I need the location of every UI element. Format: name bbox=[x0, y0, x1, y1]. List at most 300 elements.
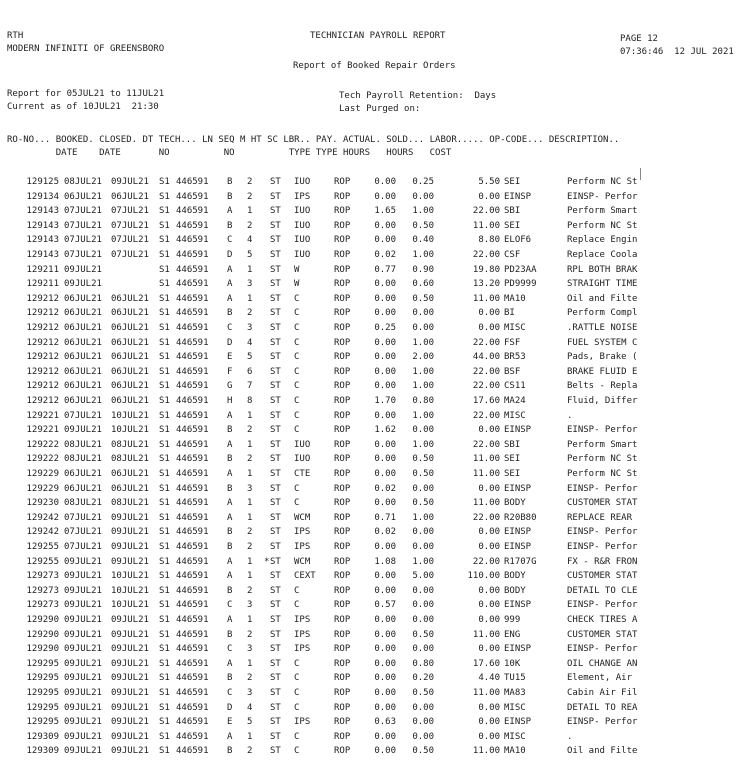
cell-labor-cost: 0.00 bbox=[478, 717, 500, 728]
cell-labor-type: C bbox=[294, 337, 300, 348]
cell-labor-type: C bbox=[294, 746, 300, 757]
table-row bbox=[0, 586, 745, 601]
cell-ro-number: 129229 bbox=[26, 469, 59, 479]
cell-dt-code: S1 bbox=[159, 746, 170, 757]
cell-seq-number: 2 bbox=[247, 308, 253, 319]
cell-closed-date: 07JUL21 bbox=[111, 250, 149, 260]
cell-ht-code: ST bbox=[270, 206, 281, 217]
cell-labor-cost: 8.80 bbox=[478, 235, 500, 246]
cell-labor-type: IPS bbox=[294, 615, 311, 625]
cell-seq-number: 1 bbox=[247, 615, 253, 625]
cell-closed-date: 06JUL21 bbox=[111, 396, 149, 406]
table-row bbox=[0, 703, 745, 718]
cell-seq-number: 1 bbox=[247, 293, 253, 304]
cell-pay-type: ROP bbox=[334, 439, 351, 450]
cell-actual-hours: 0.00 bbox=[374, 308, 396, 319]
cell-labor-type: C bbox=[294, 688, 300, 698]
cell-booked-date: 06JUL21 bbox=[64, 323, 102, 333]
cell-closed-date: 09JUL21 bbox=[111, 702, 149, 713]
cell-booked-date: 09JUL21 bbox=[64, 746, 102, 757]
cell-dt-code: S1 bbox=[159, 571, 170, 582]
cell-pay-type: ROP bbox=[334, 469, 351, 479]
cell-labor-cost: 11.00 bbox=[472, 454, 500, 465]
cell-ro-number: 129295 bbox=[26, 673, 59, 684]
table-row bbox=[0, 673, 745, 688]
cell-ro-number: 129290 bbox=[26, 615, 59, 625]
cell-labor-type: IPS bbox=[294, 644, 311, 655]
cell-labor-type: CTE bbox=[294, 469, 311, 479]
cell-dt-code: S1 bbox=[159, 527, 170, 538]
cell-line-code: A bbox=[227, 615, 233, 625]
cell-closed-date: 09JUL21 bbox=[111, 658, 149, 669]
table-row bbox=[0, 396, 745, 411]
cell-ht-code: ST bbox=[270, 308, 281, 319]
cell-sold-hours: 0.00 bbox=[412, 323, 434, 333]
cell-line-code: F bbox=[227, 366, 233, 377]
cell-line-code: B bbox=[227, 220, 233, 231]
cell-ro-number: 129221 bbox=[26, 425, 59, 436]
cell-actual-hours: 0.00 bbox=[374, 585, 396, 596]
cell-sold-hours: 1.00 bbox=[412, 512, 434, 523]
cell-ht-code: ST bbox=[270, 293, 281, 304]
cell-labor-type: IUO bbox=[294, 235, 311, 246]
cell-dt-code: S1 bbox=[159, 629, 170, 640]
cell-ht-code: ST bbox=[270, 410, 281, 421]
cell-pay-type: ROP bbox=[334, 600, 351, 611]
cell-op-code: BSF bbox=[504, 366, 521, 377]
cell-ht-code: ST bbox=[270, 746, 281, 757]
cell-tech-number: 446591 bbox=[176, 658, 209, 669]
cell-description: Perform NC St bbox=[567, 469, 638, 479]
table-row bbox=[0, 615, 745, 630]
cell-actual-hours: 0.02 bbox=[374, 527, 396, 538]
cell-pay-type: ROP bbox=[334, 250, 351, 260]
cell-ht-code: ST bbox=[270, 673, 281, 684]
cell-tech-number: 446591 bbox=[176, 702, 209, 713]
cell-labor-cost: 0.00 bbox=[478, 308, 500, 319]
cell-actual-hours: 0.71 bbox=[374, 512, 396, 523]
cell-ro-number: 129222 bbox=[26, 439, 59, 450]
cell-closed-date: 08JUL21 bbox=[111, 439, 149, 450]
cell-ro-number: 129242 bbox=[26, 512, 59, 523]
cell-closed-date: 08JUL21 bbox=[111, 498, 149, 509]
cell-sold-hours: 0.50 bbox=[412, 469, 434, 479]
cell-closed-date: 06JUL21 bbox=[111, 483, 149, 494]
cell-ro-number: 129212 bbox=[26, 293, 59, 304]
cell-description: Perform NC St bbox=[567, 220, 638, 231]
cell-sold-hours: 0.50 bbox=[412, 498, 434, 509]
cell-actual-hours: 0.00 bbox=[374, 381, 396, 392]
cell-dt-code: S1 bbox=[159, 191, 170, 202]
cell-actual-hours: 1.70 bbox=[374, 396, 396, 406]
cell-line-code: B bbox=[227, 191, 233, 202]
cell-labor-type: C bbox=[294, 293, 300, 304]
cell-description: Pads, Brake ( bbox=[567, 352, 638, 363]
cell-actual-hours: 0.00 bbox=[374, 293, 396, 304]
cell-labor-cost: 0.00 bbox=[478, 615, 500, 625]
cell-booked-date: 09JUL21 bbox=[64, 600, 102, 611]
cell-tech-number: 446591 bbox=[176, 746, 209, 757]
cell-op-code: EINSP bbox=[504, 483, 532, 494]
cell-dt-code: S1 bbox=[159, 731, 170, 742]
cell-labor-type: WCM bbox=[294, 512, 311, 523]
cell-actual-hours: 0.00 bbox=[374, 702, 396, 713]
cell-actual-hours: 0.00 bbox=[374, 542, 396, 552]
cell-labor-cost: 22.00 bbox=[472, 366, 500, 377]
table-row bbox=[0, 630, 745, 645]
table-row bbox=[0, 294, 745, 309]
cell-description: Element, Air bbox=[567, 673, 633, 684]
cell-labor-type: C bbox=[294, 381, 300, 392]
cell-labor-cost: 11.00 bbox=[472, 220, 500, 231]
cell-line-code: A bbox=[227, 439, 233, 450]
cell-labor-type: C bbox=[294, 498, 300, 509]
cell-ro-number: 129212 bbox=[26, 323, 59, 333]
cell-ro-number: 129143 bbox=[26, 250, 59, 260]
cell-description: Perform Compl bbox=[567, 308, 638, 319]
cell-seq-number: 3 bbox=[247, 323, 253, 333]
cell-labor-cost: 22.00 bbox=[472, 410, 500, 421]
cell-seq-number: 2 bbox=[247, 673, 253, 684]
cell-closed-date: 07JUL21 bbox=[111, 235, 149, 246]
cell-op-code: EINSP bbox=[504, 542, 532, 552]
cell-sold-hours: 1.00 bbox=[412, 410, 434, 421]
cell-tech-number: 446591 bbox=[176, 556, 209, 567]
table-row bbox=[0, 177, 745, 192]
cell-actual-hours: 0.00 bbox=[374, 673, 396, 684]
table-row bbox=[0, 644, 745, 659]
cell-pay-type: ROP bbox=[334, 425, 351, 436]
cell-sold-hours: 0.00 bbox=[412, 425, 434, 436]
table-row bbox=[0, 206, 745, 221]
cell-line-code: A bbox=[227, 469, 233, 479]
cell-tech-number: 446591 bbox=[176, 191, 209, 202]
cell-labor-cost: 11.00 bbox=[472, 293, 500, 304]
cell-ht-code: ST bbox=[270, 220, 281, 231]
cell-labor-cost: 17.60 bbox=[472, 658, 500, 669]
cell-booked-date: 08JUL21 bbox=[64, 439, 102, 450]
cell-dt-code: S1 bbox=[159, 702, 170, 713]
cell-dt-code: S1 bbox=[159, 688, 170, 698]
cell-dt-code: S1 bbox=[159, 600, 170, 611]
cell-line-code: H bbox=[227, 396, 233, 406]
cell-closed-date: 08JUL21 bbox=[111, 454, 149, 465]
cell-sold-hours: 1.00 bbox=[412, 556, 434, 567]
cell-line-code: B bbox=[227, 542, 233, 552]
cell-description: DETAIL TO REA bbox=[567, 702, 638, 713]
cell-labor-cost: 0.00 bbox=[478, 644, 500, 655]
cell-description: EINSP- Perfor bbox=[567, 425, 638, 436]
cell-dt-code: S1 bbox=[159, 673, 170, 684]
cell-description: FUEL SYSTEM C bbox=[567, 337, 638, 348]
cell-pay-type: ROP bbox=[334, 556, 351, 567]
cell-booked-date: 06JUL21 bbox=[64, 191, 102, 202]
cell-labor-type: W bbox=[294, 279, 300, 290]
cell-ht-code: ST bbox=[270, 425, 281, 436]
cell-line-code: B bbox=[227, 454, 233, 465]
cell-booked-date: 06JUL21 bbox=[64, 308, 102, 319]
cell-dt-code: S1 bbox=[159, 250, 170, 260]
cell-sold-hours: 0.00 bbox=[412, 585, 434, 596]
cell-pay-type: ROP bbox=[334, 264, 351, 275]
cell-line-code: B bbox=[227, 483, 233, 494]
cell-ht-code: ST bbox=[270, 396, 281, 406]
cell-labor-type: C bbox=[294, 483, 300, 494]
cell-labor-type: C bbox=[294, 600, 300, 611]
cell-op-code: MA24 bbox=[504, 396, 526, 406]
cell-pay-type: ROP bbox=[334, 323, 351, 333]
cell-dt-code: S1 bbox=[159, 264, 170, 275]
cell-pay-type: ROP bbox=[334, 293, 351, 304]
cell-actual-hours: 0.00 bbox=[374, 454, 396, 465]
cell-pay-type: ROP bbox=[334, 337, 351, 348]
cell-description: Oil and Filte bbox=[567, 746, 638, 757]
cell-tech-number: 446591 bbox=[176, 177, 209, 187]
cell-description: EINSP- Perfor bbox=[567, 542, 638, 552]
cell-op-code: SEI bbox=[504, 177, 521, 187]
cell-dt-code: S1 bbox=[159, 206, 170, 217]
report-timestamp: 07:36:46 12 JUL 2021 bbox=[620, 47, 734, 57]
cell-op-code: FSF bbox=[504, 337, 521, 348]
cell-seq-number: 4 bbox=[247, 337, 253, 348]
cell-booked-date: 09JUL21 bbox=[64, 571, 102, 582]
cell-booked-date: 08JUL21 bbox=[64, 177, 102, 187]
report-date-range: Report for 05JUL21 to 11JUL21 bbox=[7, 89, 165, 99]
cell-dt-code: S1 bbox=[159, 410, 170, 421]
cell-seq-number: 2 bbox=[247, 542, 253, 552]
cell-labor-cost: 19.80 bbox=[472, 264, 500, 275]
cell-labor-type: IUO bbox=[294, 220, 311, 231]
cell-description: CUSTOMER STAT bbox=[567, 629, 638, 640]
cell-sold-hours: 0.00 bbox=[412, 527, 434, 538]
cell-sold-hours: 0.50 bbox=[412, 629, 434, 640]
cell-seq-number: 1 bbox=[247, 571, 253, 582]
cell-labor-cost: 22.00 bbox=[472, 206, 500, 217]
cell-tech-number: 446591 bbox=[176, 425, 209, 436]
table-row bbox=[0, 265, 745, 280]
cell-actual-hours: 1.62 bbox=[374, 425, 396, 436]
cell-ht-code: ST bbox=[270, 556, 281, 567]
cell-ro-number: 129309 bbox=[26, 746, 59, 757]
cell-dt-code: S1 bbox=[159, 337, 170, 348]
cell-description: FX - R&R FRON bbox=[567, 556, 638, 567]
cell-booked-date: 09JUL21 bbox=[64, 425, 102, 436]
cell-seq-number: 2 bbox=[247, 425, 253, 436]
cell-booked-date: 09JUL21 bbox=[64, 731, 102, 742]
cell-seq-number: 5 bbox=[247, 352, 253, 363]
cell-actual-hours: 1.65 bbox=[374, 206, 396, 217]
cell-dt-code: S1 bbox=[159, 717, 170, 728]
dealer-name: MODERN INFINITI OF GREENSBORO bbox=[7, 44, 165, 54]
cell-op-code: BODY bbox=[504, 571, 526, 582]
cell-ro-number: 129255 bbox=[26, 556, 59, 567]
cell-sold-hours: 1.00 bbox=[412, 366, 434, 377]
cell-tech-number: 446591 bbox=[176, 571, 209, 582]
cell-pay-type: ROP bbox=[334, 658, 351, 669]
cell-line-code: C bbox=[227, 600, 233, 611]
cell-line-code: E bbox=[227, 352, 233, 363]
cell-closed-date: 09JUL21 bbox=[111, 615, 149, 625]
cell-pay-type: ROP bbox=[334, 717, 351, 728]
page-number: PAGE 12 bbox=[620, 34, 658, 44]
cell-op-code: SEI bbox=[504, 454, 521, 465]
cell-ro-number: 129212 bbox=[26, 337, 59, 348]
cell-line-code: A bbox=[227, 556, 233, 567]
cell-dt-code: S1 bbox=[159, 177, 170, 187]
cell-tech-number: 446591 bbox=[176, 381, 209, 392]
cell-booked-date: 09JUL21 bbox=[64, 585, 102, 596]
cell-sold-hours: 0.00 bbox=[412, 644, 434, 655]
cell-sold-hours: 0.40 bbox=[412, 235, 434, 246]
cell-tech-number: 446591 bbox=[176, 220, 209, 231]
cell-line-code: E bbox=[227, 717, 233, 728]
last-purged-label: Last Purged on: bbox=[339, 104, 421, 114]
cell-tech-number: 446591 bbox=[176, 323, 209, 333]
cell-tech-number: 446591 bbox=[176, 293, 209, 304]
cell-booked-date: 09JUL21 bbox=[64, 264, 102, 275]
cell-seq-number: 3 bbox=[247, 688, 253, 698]
cell-description: EINSP- Perfor bbox=[567, 483, 638, 494]
cell-description: DETAIL TO CLE bbox=[567, 585, 638, 596]
cell-ro-number: 129295 bbox=[26, 658, 59, 669]
cell-sold-hours: 0.80 bbox=[412, 658, 434, 669]
table-row bbox=[0, 571, 745, 586]
table-row bbox=[0, 688, 745, 703]
cell-tech-number: 446591 bbox=[176, 498, 209, 509]
cell-closed-date: 07JUL21 bbox=[111, 206, 149, 217]
cell-dt-code: S1 bbox=[159, 439, 170, 450]
cell-ro-number: 129290 bbox=[26, 644, 59, 655]
cell-pay-type: ROP bbox=[334, 702, 351, 713]
cell-ht-code: ST bbox=[270, 352, 281, 363]
cell-actual-hours: 0.00 bbox=[374, 366, 396, 377]
cell-booked-date: 07JUL21 bbox=[64, 250, 102, 260]
cell-op-code: EINSP bbox=[504, 600, 532, 611]
cell-actual-hours: 0.00 bbox=[374, 571, 396, 582]
cell-ht-code: ST bbox=[270, 439, 281, 450]
cell-sold-hours: 0.00 bbox=[412, 600, 434, 611]
table-row bbox=[0, 527, 745, 542]
cell-op-code: MA10 bbox=[504, 746, 526, 757]
cell-pay-type: ROP bbox=[334, 527, 351, 538]
cell-booked-date: 09JUL21 bbox=[64, 688, 102, 698]
cell-seq-number: 1 bbox=[247, 264, 253, 275]
cell-closed-date: 09JUL21 bbox=[111, 644, 149, 655]
cell-ht-code: ST bbox=[270, 337, 281, 348]
cell-seq-number: 1 bbox=[247, 498, 253, 509]
cell-tech-number: 446591 bbox=[176, 396, 209, 406]
cell-sold-hours: 0.00 bbox=[412, 483, 434, 494]
cell-dt-code: S1 bbox=[159, 293, 170, 304]
cell-op-code: SEI bbox=[504, 220, 521, 231]
cell-ro-number: 129211 bbox=[26, 264, 59, 275]
cell-dt-code: S1 bbox=[159, 220, 170, 231]
cell-closed-date: 09JUL21 bbox=[111, 746, 149, 757]
cell-ro-number: 129255 bbox=[26, 542, 59, 552]
report-title: TECHNICIAN PAYROLL REPORT bbox=[310, 31, 446, 41]
cell-labor-type: C bbox=[294, 702, 300, 713]
cell-ro-number: 129212 bbox=[26, 381, 59, 392]
cell-dt-code: S1 bbox=[159, 658, 170, 669]
cell-closed-date: 09JUL21 bbox=[111, 177, 149, 187]
cell-description: Replace Coola bbox=[567, 250, 638, 260]
cell-description: . bbox=[567, 731, 573, 742]
cell-ro-number: 129212 bbox=[26, 396, 59, 406]
cell-sold-hours: 0.90 bbox=[412, 264, 434, 275]
cell-seq-number: 1 bbox=[247, 439, 253, 450]
cell-seq-number: 1 bbox=[247, 731, 253, 742]
cell-sold-hours: 0.00 bbox=[412, 308, 434, 319]
cell-m-flag: * bbox=[264, 556, 270, 567]
cell-seq-number: 5 bbox=[247, 250, 253, 260]
cell-labor-cost: 5.50 bbox=[478, 177, 500, 187]
cell-actual-hours: 1.08 bbox=[374, 556, 396, 567]
cell-line-code: C bbox=[227, 688, 233, 698]
table-row bbox=[0, 338, 745, 353]
cell-pay-type: ROP bbox=[334, 220, 351, 231]
cell-op-code: MISC bbox=[504, 702, 526, 713]
cell-ht-code: ST bbox=[270, 717, 281, 728]
cell-booked-date: 06JUL21 bbox=[64, 381, 102, 392]
table-row bbox=[0, 192, 745, 207]
cell-ht-code: ST bbox=[270, 527, 281, 538]
cell-closed-date: 10JUL21 bbox=[111, 425, 149, 436]
cell-closed-date: 09JUL21 bbox=[111, 542, 149, 552]
cell-dt-code: S1 bbox=[159, 308, 170, 319]
cell-line-code: B bbox=[227, 673, 233, 684]
cell-sold-hours: 0.50 bbox=[412, 746, 434, 757]
cell-ht-code: ST bbox=[270, 235, 281, 246]
cell-labor-type: CEXT bbox=[294, 571, 316, 582]
cell-sold-hours: 0.25 bbox=[412, 177, 434, 187]
cell-sold-hours: 0.00 bbox=[412, 615, 434, 625]
cell-seq-number: 2 bbox=[247, 527, 253, 538]
cell-ro-number: 129229 bbox=[26, 483, 59, 494]
cell-sold-hours: 1.00 bbox=[412, 439, 434, 450]
cell-ro-number: 129242 bbox=[26, 527, 59, 538]
cell-tech-number: 446591 bbox=[176, 483, 209, 494]
cell-op-code: SBI bbox=[504, 439, 521, 450]
cell-line-code: D bbox=[227, 702, 233, 713]
cell-pay-type: ROP bbox=[334, 731, 351, 742]
cell-ro-number: 129309 bbox=[26, 731, 59, 742]
cell-ro-number: 129295 bbox=[26, 688, 59, 698]
cell-dt-code: S1 bbox=[159, 235, 170, 246]
cell-ht-code: ST bbox=[270, 250, 281, 260]
cell-op-code: ELOF6 bbox=[504, 235, 532, 246]
cell-op-code: 999 bbox=[504, 615, 521, 625]
cell-tech-number: 446591 bbox=[176, 717, 209, 728]
cell-tech-number: 446591 bbox=[176, 337, 209, 348]
cell-labor-type: C bbox=[294, 731, 300, 742]
cell-sold-hours: 0.00 bbox=[412, 191, 434, 202]
cell-dt-code: S1 bbox=[159, 512, 170, 523]
table-row bbox=[0, 469, 745, 484]
cell-dt-code: S1 bbox=[159, 469, 170, 479]
cell-labor-cost: 13.20 bbox=[472, 279, 500, 290]
cell-dt-code: S1 bbox=[159, 381, 170, 392]
cell-ht-code: ST bbox=[270, 381, 281, 392]
cell-booked-date: 07JUL21 bbox=[64, 235, 102, 246]
cell-closed-date: 06JUL21 bbox=[111, 337, 149, 348]
cell-ht-code: ST bbox=[270, 177, 281, 187]
cell-description: Perform Smart bbox=[567, 206, 638, 217]
cell-labor-type: IUO bbox=[294, 250, 311, 260]
cell-description: Fluid, Differ bbox=[567, 396, 638, 406]
table-row bbox=[0, 221, 745, 236]
cell-sold-hours: 5.00 bbox=[412, 571, 434, 582]
cell-ht-code: ST bbox=[270, 688, 281, 698]
